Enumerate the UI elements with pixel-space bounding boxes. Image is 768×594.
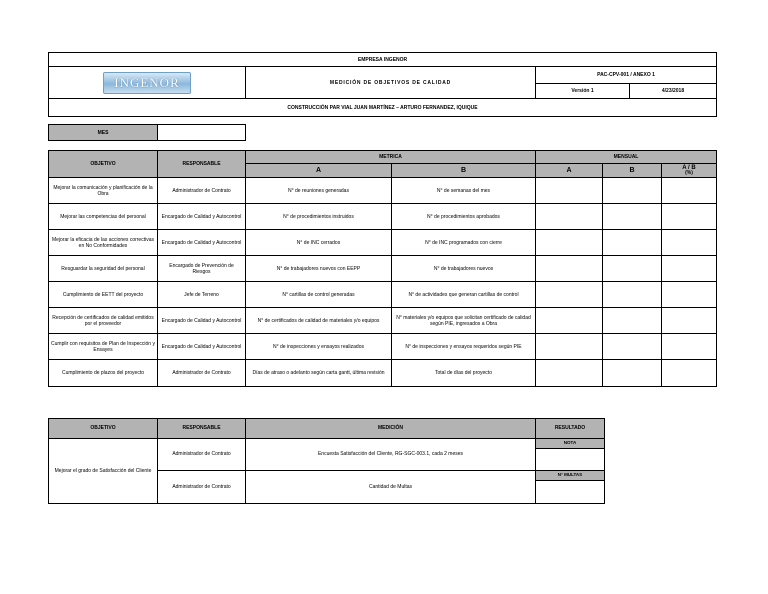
objective-row <box>49 282 717 308</box>
col-metrica-header: METRICA <box>246 151 536 164</box>
metric-a-header: A <box>246 164 392 178</box>
col-responsable-header: RESPONSABLE <box>158 151 246 178</box>
monthly-ab-value[interactable] <box>662 308 717 334</box>
monthly-ab-value[interactable] <box>662 334 717 360</box>
objetivo-cell: Mejorar la eficacia de las acciones correctivas en No Conformidades <box>49 230 158 256</box>
company-name: EMPRESA INGENOR <box>49 53 717 67</box>
ingenor-logo <box>103 72 191 94</box>
metric-a-cell: Días de atraso o adelanto según carta gantt, última revisión <box>246 360 392 387</box>
objective-row <box>49 334 717 360</box>
multas-value[interactable] <box>536 481 605 504</box>
monthly-a-value[interactable] <box>536 204 603 230</box>
document-title: MEDICIÓN DE OBJETIVOS DE CALIDAD <box>246 67 536 99</box>
document-code: PAC-CPV-001 / ANEXO 1 <box>536 67 717 84</box>
metric-b-cell: N° de INC programados con cierre <box>392 230 536 256</box>
monthly-a-value[interactable] <box>536 256 603 282</box>
responsable-cell: Encargado de Prevención de Riesgos <box>158 256 246 282</box>
col-objetivo-header: OBJETIVO <box>49 151 158 178</box>
col-mensual-header: MENSUAL <box>536 151 717 164</box>
objective-row <box>49 256 717 282</box>
metric-b-header: B <box>392 164 536 178</box>
metric-b-cell: Total de días del proyecto <box>392 360 536 387</box>
sat-col-medicion-header: MEDICIÓN <box>246 419 536 439</box>
objetivo-cell: Recepción de certificados de calidad emitidos por el proveedor <box>49 308 158 334</box>
metric-b-cell: N° de procedimientos aprobados <box>392 204 536 230</box>
logo-cell <box>49 67 246 99</box>
responsable-cell: Encargado de Calidad y Autocontrol <box>158 308 246 334</box>
document-header <box>48 52 717 117</box>
metric-a-cell: N° cartillas de control generadas <box>246 282 392 308</box>
monthly-pct-label: (%) <box>685 169 693 176</box>
metric-a-cell: N° de procedimientos instruidos <box>246 204 392 230</box>
monthly-ab-value[interactable] <box>662 230 717 256</box>
monthly-b-value[interactable] <box>603 282 662 308</box>
monthly-b-value[interactable] <box>603 360 662 387</box>
metric-b-cell: N° de semanas del mes <box>392 178 536 204</box>
metric-a-cell: N° de trabajadores nuevos con EEPP <box>246 256 392 282</box>
month-value[interactable] <box>158 125 246 141</box>
sat-medicion-cell: Cantidad de Multas <box>246 470 536 503</box>
metric-a-cell: N° de certificados de calidad de materiales y/o equipos <box>246 308 392 334</box>
objective-row <box>49 230 717 256</box>
monthly-ab-header <box>662 164 717 178</box>
objective-row <box>49 308 717 334</box>
monthly-a-value[interactable] <box>536 308 603 334</box>
metric-a-cell: N° de INC cerrados <box>246 230 392 256</box>
objective-row <box>49 178 717 204</box>
monthly-b-value[interactable] <box>603 256 662 282</box>
metric-b-cell: N° materiales y/o equipos que solicitan certificado de calidad según PIE, ingresados a Obra <box>392 308 536 334</box>
monthly-b-value[interactable] <box>603 230 662 256</box>
logo-text: INGENOR <box>114 74 180 90</box>
objetivo-cell: Cumplir con requisitos de Plan de Inspección y Ensayes <box>49 334 158 360</box>
objetivo-cell: Cumplimiento de EETT del proyecto <box>49 282 158 308</box>
responsable-cell: Administrador de Contrato <box>158 360 246 387</box>
objective-row <box>49 360 717 387</box>
objective-row <box>49 204 717 230</box>
metric-b-cell: N° de inspecciones y ensayos requeridos según PIE <box>392 334 536 360</box>
satisfaction-table <box>48 418 605 504</box>
project-name: CONSTRUCCIÓN PAR VIAL JUAN MARTÍNEZ – ARTURO FERNANDEZ, IQUIQUE <box>49 99 717 117</box>
monthly-a-value[interactable] <box>536 360 603 387</box>
sat-col-resultado-header: RESULTADO <box>536 419 605 439</box>
nota-value[interactable] <box>536 449 605 471</box>
sat-col-objetivo-header: OBJETIVO <box>49 419 158 439</box>
objetivo-cell: Resguardar la seguridad del personal <box>49 256 158 282</box>
monthly-a-value[interactable] <box>536 178 603 204</box>
responsable-cell: Encargado de Calidad y Autocontrol <box>158 204 246 230</box>
sat-medicion-cell: Encuesta Satisfacción del Cliente, RG-SGC-003.1, cada 2 meses <box>246 438 536 470</box>
monthly-a-value[interactable] <box>536 334 603 360</box>
metric-a-cell: N° de inspecciones y ensayos realizados <box>246 334 392 360</box>
sat-objetivo-cell: Mejorar el grado de Satisfacción del Cliente <box>49 438 158 503</box>
responsable-cell: Jefe de Terreno <box>158 282 246 308</box>
monthly-ab-value[interactable] <box>662 360 717 387</box>
monthly-b-header: B <box>603 164 662 178</box>
objectives-table <box>48 150 717 387</box>
monthly-ab-value[interactable] <box>662 204 717 230</box>
metric-a-cell: N° de reuniones generadas <box>246 178 392 204</box>
monthly-b-value[interactable] <box>603 204 662 230</box>
monthly-ab-value[interactable] <box>662 178 717 204</box>
objetivo-cell: Mejorar las competencias del personal <box>49 204 158 230</box>
monthly-ab-value[interactable] <box>662 282 717 308</box>
nota-label: NOTA <box>536 438 605 448</box>
objetivo-cell: Cumplimiento de plazos del proyecto <box>49 360 158 387</box>
monthly-a-header: A <box>536 164 603 178</box>
monthly-a-value[interactable] <box>536 282 603 308</box>
sat-col-responsable-header: RESPONSABLE <box>158 419 246 439</box>
monthly-b-value[interactable] <box>603 308 662 334</box>
document-date: 4/23/2018 <box>630 84 717 99</box>
metric-b-cell: N° de actividades que generan cartillas de control <box>392 282 536 308</box>
sat-responsable-cell: Administrador de Contrato <box>158 438 246 470</box>
monthly-ab-label: A / B <box>682 164 696 171</box>
month-label: MES <box>49 125 158 141</box>
objetivo-cell: Mejorar la comunicación y planificación de la Obra <box>49 178 158 204</box>
monthly-a-value[interactable] <box>536 230 603 256</box>
document-version: Versión 1 <box>536 84 630 99</box>
metric-b-cell: N° de trabajadores nuevos <box>392 256 536 282</box>
multas-label: N° MULTAS <box>536 470 605 480</box>
month-field <box>48 124 246 141</box>
monthly-ab-value[interactable] <box>662 256 717 282</box>
responsable-cell: Administrador de Contrato <box>158 178 246 204</box>
monthly-b-value[interactable] <box>603 334 662 360</box>
sat-responsable-cell: Administrador de Contrato <box>158 470 246 503</box>
responsable-cell: Encargado de Calidad y Autocontrol <box>158 230 246 256</box>
responsable-cell: Encargado de Calidad y Autocontrol <box>158 334 246 360</box>
monthly-b-value[interactable] <box>603 178 662 204</box>
